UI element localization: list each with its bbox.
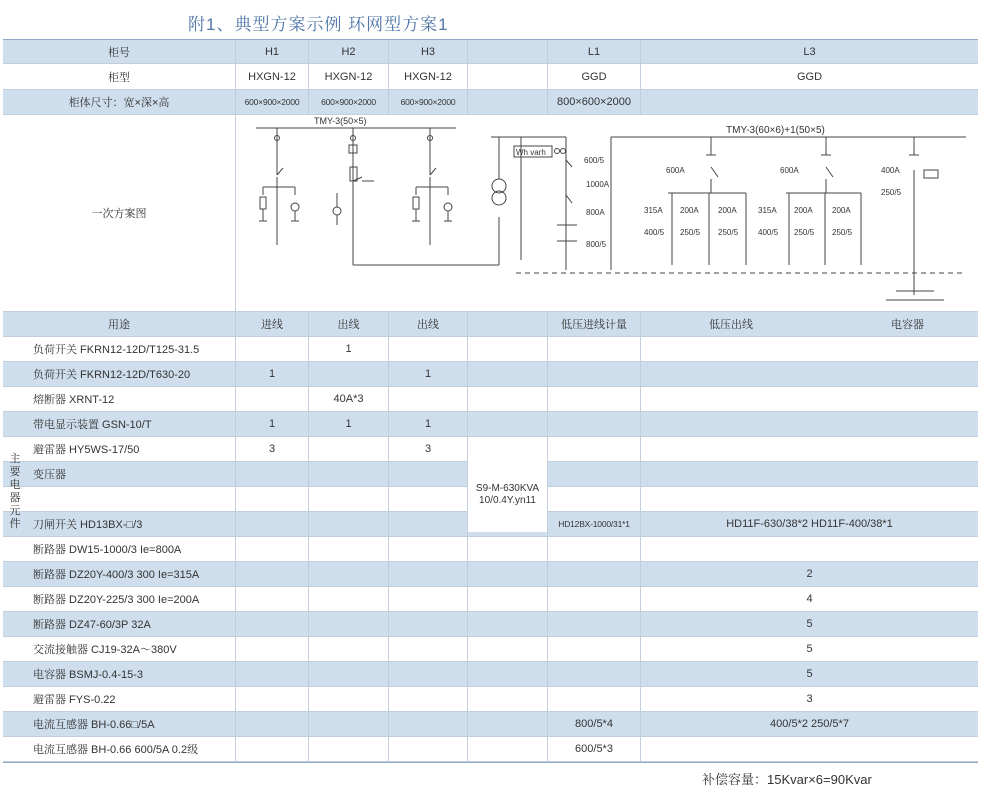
l3-ct-3: 400/5 bbox=[758, 228, 779, 237]
table-row bbox=[3, 612, 978, 637]
component-l3 bbox=[641, 437, 978, 461]
l3-breaker-2: 200A bbox=[718, 206, 737, 215]
dimension-label: 柜体尺寸：宽×深×高 bbox=[3, 90, 236, 114]
component-name: 负荷开关 FKRN12-12D/T630-20 bbox=[3, 362, 236, 386]
header-cabinet-no: 柜号 bbox=[3, 40, 236, 63]
component-h2 bbox=[309, 587, 389, 611]
component-h1 bbox=[236, 687, 309, 711]
diagram-row bbox=[3, 115, 978, 312]
table-row bbox=[3, 637, 978, 662]
component-h3 bbox=[389, 487, 468, 511]
component-name bbox=[3, 487, 236, 511]
component-h3: 1 bbox=[389, 412, 468, 436]
usage-l3-out: 低压出线 bbox=[709, 319, 753, 331]
component-t bbox=[468, 637, 548, 661]
component-h2: 1 bbox=[309, 412, 389, 436]
component-l3 bbox=[641, 537, 978, 561]
component-l3 bbox=[641, 362, 978, 386]
component-h2 bbox=[309, 562, 389, 586]
component-l3: 5 bbox=[806, 618, 813, 630]
component-l1 bbox=[548, 462, 641, 486]
component-l3 bbox=[641, 387, 978, 411]
component-h3: 1 bbox=[389, 362, 468, 386]
component-h2 bbox=[309, 712, 389, 736]
dimension-t bbox=[468, 90, 548, 114]
usage-l3 bbox=[641, 312, 978, 336]
component-h3 bbox=[389, 662, 468, 686]
l3-ct-1: 250/5 bbox=[680, 228, 701, 237]
component-h3 bbox=[389, 612, 468, 636]
table-row bbox=[3, 737, 978, 762]
l3-ct-5: 250/5 bbox=[832, 228, 853, 237]
component-h3 bbox=[389, 387, 468, 411]
component-h1 bbox=[236, 562, 309, 586]
dimension-h1: 600×900×2000 bbox=[236, 90, 309, 114]
l1-label-0: 600/5 bbox=[584, 156, 605, 165]
usage-label: 用途 bbox=[3, 312, 236, 336]
l1-label-3: 800/5 bbox=[586, 240, 607, 249]
component-h3 bbox=[389, 712, 468, 736]
component-l3: 400/5*2 250/5*7 bbox=[770, 718, 849, 730]
component-h3 bbox=[389, 512, 468, 536]
component-h2 bbox=[309, 612, 389, 636]
l3-main-3: 250/5 bbox=[881, 188, 902, 197]
component-h1 bbox=[236, 512, 309, 536]
component-l3: 4 bbox=[806, 593, 813, 605]
component-h1 bbox=[236, 337, 309, 361]
scheme-table bbox=[3, 39, 978, 763]
header-h3: H3 bbox=[389, 40, 468, 63]
component-name: 断路器 DW15-1000/3 Ie=800A bbox=[3, 537, 236, 561]
component-h1 bbox=[236, 462, 309, 486]
table-row bbox=[3, 562, 978, 587]
dimension-l1: 800×600×2000 bbox=[548, 90, 641, 114]
component-t bbox=[468, 687, 548, 711]
component-h2: 1 bbox=[309, 337, 389, 361]
component-h1 bbox=[236, 487, 309, 511]
component-name: 电流互感器 BH-0.66 600/5A 0.2级 bbox=[3, 737, 236, 761]
header-l1: L1 bbox=[548, 40, 641, 63]
component-h1 bbox=[236, 662, 309, 686]
component-l1 bbox=[548, 437, 641, 461]
component-l1 bbox=[548, 612, 641, 636]
component-l1 bbox=[548, 362, 641, 386]
component-l3: 5 bbox=[806, 643, 813, 655]
component-h2 bbox=[309, 737, 389, 761]
component-h2 bbox=[309, 462, 389, 486]
component-h3: 3 bbox=[389, 437, 468, 461]
component-t bbox=[468, 562, 548, 586]
component-h2 bbox=[309, 687, 389, 711]
usage-h2: 出线 bbox=[309, 312, 389, 336]
usage-h3: 出线 bbox=[389, 312, 468, 336]
component-l1 bbox=[548, 387, 641, 411]
component-h1 bbox=[236, 612, 309, 636]
component-name: 交流接触器 CJ19-32A～380V bbox=[3, 637, 236, 661]
component-name: 断路器 DZ20Y-400/3 300 Ie=315A bbox=[3, 562, 236, 586]
diagram-row-label: 一次方案图 bbox=[3, 115, 236, 311]
header-row bbox=[3, 40, 978, 64]
table-row bbox=[3, 537, 978, 562]
component-t bbox=[468, 362, 548, 386]
l3-breaker-5: 200A bbox=[832, 206, 851, 215]
component-h3 bbox=[389, 537, 468, 561]
l3-breaker-4: 200A bbox=[794, 206, 813, 215]
l1-label-2: 800A bbox=[586, 208, 605, 217]
circuit-svg bbox=[236, 115, 978, 311]
component-h1 bbox=[236, 712, 309, 736]
component-h1: 1 bbox=[236, 412, 309, 436]
header-h1: H1 bbox=[236, 40, 309, 63]
table-row bbox=[3, 712, 978, 737]
transformer-model: S9-M-630KVA bbox=[475, 482, 540, 494]
header-l3: L3 bbox=[803, 45, 816, 58]
table-row bbox=[3, 587, 978, 612]
main-components-side-label: 主要电器元件 bbox=[9, 453, 21, 530]
component-l3: 3 bbox=[806, 693, 813, 705]
component-h3 bbox=[389, 562, 468, 586]
dimension-h2: 600×900×2000 bbox=[309, 90, 389, 114]
component-name: 避雷器 HY5WS-17/50 bbox=[3, 437, 236, 461]
cabinet-type-label: 柜型 bbox=[3, 64, 236, 89]
component-h1 bbox=[236, 587, 309, 611]
l3-ct-0: 400/5 bbox=[644, 228, 665, 237]
component-h2 bbox=[309, 437, 389, 461]
component-name: 电容器 BSMJ-0.4-15-3 bbox=[3, 662, 236, 686]
component-h1 bbox=[236, 387, 309, 411]
component-h3 bbox=[389, 587, 468, 611]
cabinet-type-h2: HXGN-12 bbox=[309, 64, 389, 89]
component-l1 bbox=[548, 562, 641, 586]
usage-l1: 低压进线计量 bbox=[548, 312, 641, 336]
component-name: 刀闸开关 HD13BX-□/3 bbox=[3, 512, 236, 536]
component-h1: 3 bbox=[236, 437, 309, 461]
cabinet-type-row bbox=[3, 64, 978, 90]
cabinet-type-h1: HXGN-12 bbox=[236, 64, 309, 89]
usage-t bbox=[468, 312, 548, 336]
table-row bbox=[3, 337, 978, 362]
component-h2 bbox=[309, 662, 389, 686]
component-name: 避雷器 FYS-0.22 bbox=[3, 687, 236, 711]
component-name: 电流互感器 BH-0.66□/5A bbox=[3, 712, 236, 736]
busbar-lv-label: TMY-3(60×6)+1(50×5) bbox=[726, 125, 825, 136]
table-row bbox=[3, 362, 978, 387]
component-l3: HD11F-630/38*2 HD11F-400/38*1 bbox=[726, 518, 893, 530]
component-l1 bbox=[548, 412, 641, 436]
component-l3: 5 bbox=[806, 668, 813, 680]
transformer-spec-cell bbox=[468, 457, 548, 532]
l3-main-1: 600A bbox=[780, 166, 799, 175]
table-row bbox=[3, 412, 978, 437]
page-title: 附1、典型方案示例 环网型方案1 bbox=[188, 15, 449, 34]
component-t bbox=[468, 537, 548, 561]
component-t bbox=[468, 412, 548, 436]
usage-h1: 进线 bbox=[236, 312, 309, 336]
component-h3 bbox=[389, 337, 468, 361]
component-l1 bbox=[548, 662, 641, 686]
component-h2: 40A*3 bbox=[309, 387, 389, 411]
component-t bbox=[468, 662, 548, 686]
component-l1: 600/5*3 bbox=[548, 737, 641, 761]
busbar-hv-label: TMY-3(50×5) bbox=[314, 116, 367, 126]
component-l3 bbox=[641, 462, 978, 486]
header-transformer bbox=[468, 40, 548, 63]
component-h1 bbox=[236, 637, 309, 661]
component-h1 bbox=[236, 537, 309, 561]
dimension-h3: 600×900×2000 bbox=[389, 90, 468, 114]
component-name: 熔断器 XRNT-12 bbox=[3, 387, 236, 411]
cabinet-type-l1: GGD bbox=[548, 64, 641, 89]
component-l1 bbox=[548, 337, 641, 361]
component-t bbox=[468, 737, 548, 761]
l3-breaker-3: 315A bbox=[758, 206, 777, 215]
usage-row bbox=[3, 312, 978, 337]
table-row bbox=[3, 687, 978, 712]
l3-ct-2: 250/5 bbox=[718, 228, 739, 237]
component-h2 bbox=[309, 537, 389, 561]
l1-label-1: 1000A bbox=[586, 180, 610, 189]
component-l1: 800/5*4 bbox=[548, 712, 641, 736]
component-l1 bbox=[548, 637, 641, 661]
l3-ct-4: 250/5 bbox=[794, 228, 815, 237]
component-name: 断路器 DZ20Y-225/3 300 Ie=200A bbox=[3, 587, 236, 611]
l3-main-2: 400A bbox=[881, 166, 900, 175]
meter-label: Wh varh bbox=[516, 148, 546, 157]
component-t bbox=[468, 587, 548, 611]
component-l3 bbox=[641, 487, 978, 511]
component-l1: HD12BX-1000/31*1 bbox=[548, 512, 641, 536]
l3-breaker-0: 315A bbox=[644, 206, 663, 215]
component-h2 bbox=[309, 637, 389, 661]
usage-l3-cap: 电容器 bbox=[891, 319, 924, 331]
component-l3 bbox=[641, 737, 978, 761]
component-h1: 1 bbox=[236, 362, 309, 386]
cabinet-type-h3: HXGN-12 bbox=[389, 64, 468, 89]
component-t bbox=[468, 712, 548, 736]
component-h3 bbox=[389, 637, 468, 661]
component-l1 bbox=[548, 687, 641, 711]
table-row bbox=[3, 387, 978, 412]
component-h3 bbox=[389, 687, 468, 711]
component-t bbox=[468, 337, 548, 361]
component-h3 bbox=[389, 462, 468, 486]
component-h2 bbox=[309, 512, 389, 536]
l3-main-0: 600A bbox=[666, 166, 685, 175]
component-name: 带电显示装置 GSN-10/T bbox=[3, 412, 236, 436]
component-l3: 2 bbox=[806, 568, 813, 580]
component-t bbox=[468, 612, 548, 636]
component-h1 bbox=[236, 737, 309, 761]
transformer-spec: 10/0.4Y.yn11 bbox=[479, 494, 536, 506]
dimension-l3 bbox=[641, 90, 978, 114]
component-l3 bbox=[641, 412, 978, 436]
table-row bbox=[3, 662, 978, 687]
component-l1 bbox=[548, 487, 641, 511]
component-l1 bbox=[548, 587, 641, 611]
component-name: 断路器 DZ47-60/3P 32A bbox=[3, 612, 236, 636]
component-t bbox=[468, 387, 548, 411]
component-h2 bbox=[309, 487, 389, 511]
component-name: 负荷开关 FKRN12-12D/T125-31.5 bbox=[3, 337, 236, 361]
component-l1 bbox=[548, 537, 641, 561]
cabinet-type-t bbox=[468, 64, 548, 89]
component-h2 bbox=[309, 362, 389, 386]
component-l3 bbox=[641, 337, 978, 361]
l3-breaker-1: 200A bbox=[680, 206, 699, 215]
component-name: 变压器 bbox=[3, 462, 236, 486]
component-h3 bbox=[389, 737, 468, 761]
compensation-note: 补偿容量：15Kvar×6=90Kvar bbox=[702, 772, 872, 787]
cabinet-type-l3: GGD bbox=[796, 70, 823, 83]
primary-circuit-diagram bbox=[236, 115, 978, 311]
header-h2: H2 bbox=[309, 40, 389, 63]
dimension-row bbox=[3, 90, 978, 115]
